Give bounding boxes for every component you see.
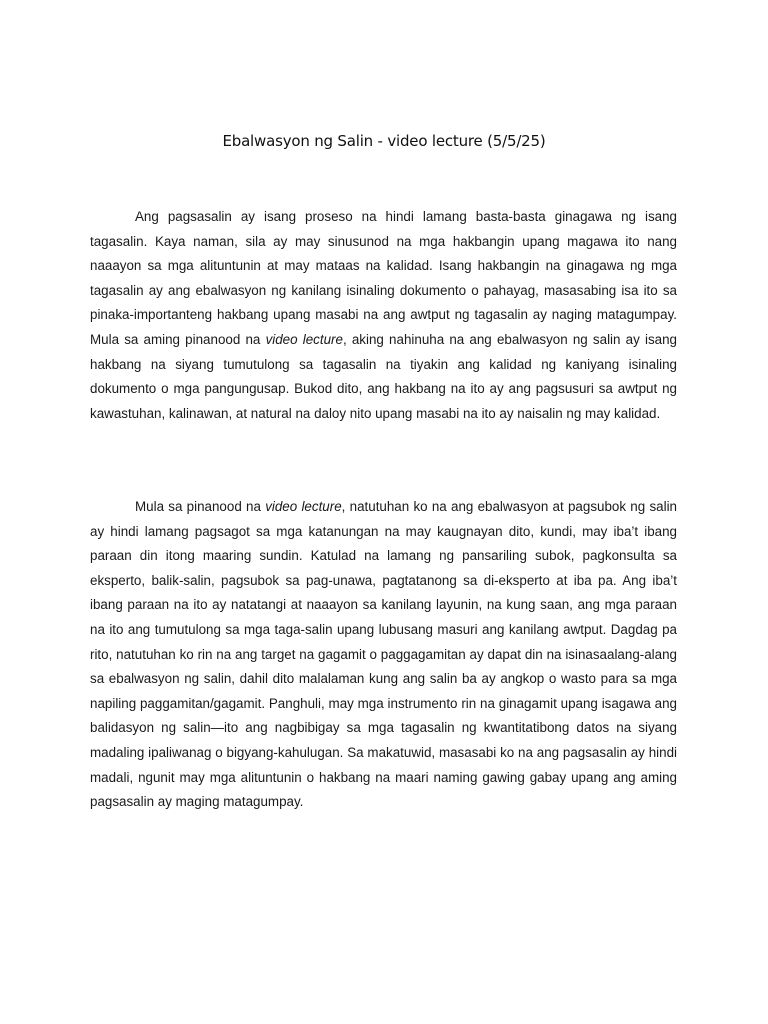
paragraph-1-text-b: , aking nahinuha na ang ebalwasyon ng salin ay isang hakbang na siyang tumutulong sa tagasalin na tiyakin ang kalidad ng kaniyang isinaling dokumento o mga pangungusap. Bukod dito, ang hakbang na ito ay ang pagsusuri sa awtput ng kawastuhan, kalinawan, at natural na daloy nito upang masabi na ito ay naisalin ng may kalidad. xyxy=(90,331,677,421)
paragraph-2-italic-term: video lecture xyxy=(265,499,342,514)
document-title: Ebalwasyon ng Salin - video lecture (5/5/25) xyxy=(222,132,546,150)
paragraph-1-text-a: Ang pagsasalin ay isang proseso na hindi lamang basta-basta ginagawa ng isang tagasalin. Kaya naman, sila ay may sinusunod na mga hakbangin upang magawa ito nang naaayon sa mga alituntunin at may mataas na kalidad. Isang hakbangin na ginagawa ng mga tagasalin ay ang ebalwasyon ng kanilang isinaling dokumento o pahayag, masasabing isa ito sa pinaka-importanteng hakbang upang masabi na ang awtput ng tagasalin ay naging matagumpay. Mula sa aming pinanood na xyxy=(90,209,677,347)
paragraph-2-text-b: , natutuhan ko na ang ebalwasyon at pagsubok ng salin ay hindi lamang pagsagot sa mga katanungan na may kaugnayan dito, kundi, may iba’t ibang paraan din itong maaring sundin. Katulad na lamang ng pansariling subok, pagkonsulta sa eksperto, balik-salin, pagsubok sa pag-unawa, pagtatanong sa di-eksperto at iba pa. Ang iba’t ibang paraan na ito ay natatangi at naaayon sa kanilang layunin, na kung saan, ang mga paraan na ito ang tumutulong sa mga taga-salin upang lubusang masuri ang kanilang awtput. Dagdag pa rito, natutuhan ko rin na ang target na gagamit o paggagamitan ay dapat din na isinasaalang-alang sa ebalwasyon ng salin, dahil dito malalaman kung ang salin ba ay angkop o wasto para sa mga napiling paggamitan/gagamit. Panghuli, may mga instrumento rin na ginagamit upang isagawa ang balidasyon ng salin—ito ang nagbibigay sa mga tagasalin ng kwantitatibong datos na siyang madaling ipaliwanag o bigyang-kahulugan. Sa makatuwid, masasabi ko na ang pagsasalin ay hindi madali, ngunit may mga alituntunin o hakbang na maari naming gawing gabay upang ang aming pagsasalin ay maging matagumpay. xyxy=(90,499,677,810)
paragraph-2 xyxy=(90,495,677,815)
paragraph-1 xyxy=(90,205,677,426)
paragraph-1-italic-term: video lecture xyxy=(265,331,343,347)
paragraph-2-text-a: Mula sa pinanood na xyxy=(135,499,266,514)
